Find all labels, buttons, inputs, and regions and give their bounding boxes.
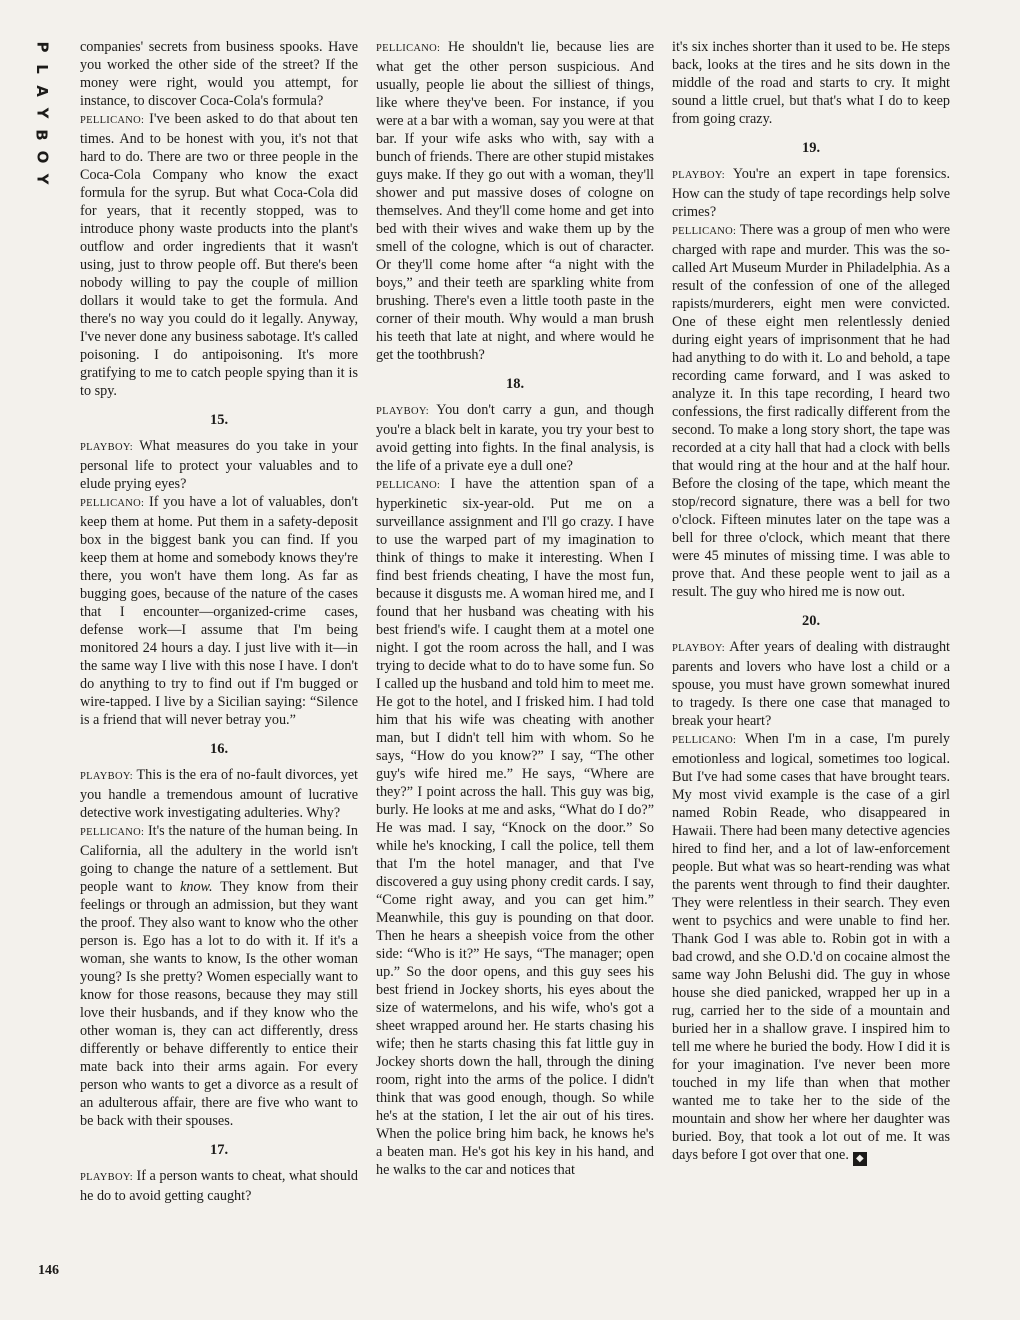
speaker-label: PLAYBOY: xyxy=(672,170,725,181)
speaker-label: PELLICANO: xyxy=(80,827,145,838)
question-paragraph: PLAYBOY: What measures do you take in your personal life to protect your valuables and to elude prying eyes? xyxy=(80,438,358,492)
text-column-2 xyxy=(376,38,654,1179)
question-number: 16. xyxy=(209,741,229,757)
masthead-letter: B xyxy=(33,129,51,141)
question-paragraph: PLAYBOY: After years of dealing with distraught parents and lovers who have lost a child or a spouse, you must have grown somewhat inured to tragedy. Is there one case that managed to break your heart? xyxy=(672,639,950,729)
speaker-label: PLAYBOY: xyxy=(672,643,725,654)
masthead-letter: A xyxy=(32,85,51,97)
speaker-label: PLAYBOY: xyxy=(80,1172,133,1183)
speaker-label: PELLICANO: xyxy=(376,43,441,54)
answer-paragraph: PELLICANO: If you have a lot of valuables, don't keep them at home. Put them in a safety-deposit box in the biggest bank you can find. If you keep them at home and somebody knows they're there, you won't have them long. As far as bugging goes, because of the nature of the cases that I encounter—organized-crime cases, defense work—I assume that I'm being monitored 24 hours a day. I just live with it—in the same way I live with this nose I have. I don't do anything to try to find out if I'm bugged or wire-tapped. I live by a Sicilian saying: “Silence is a friend that will never betray you.” xyxy=(80,494,358,728)
text-column-3 xyxy=(672,38,950,1166)
rabbit-head-end-mark-icon: ◆ xyxy=(853,1152,867,1166)
answer-paragraph: PELLICANO: There was a group of men who were charged with rape and murder. This was the so-called Art Museum Murder in Philadelphia. As a result of the confession of one of the alleged rapists/murderers, eight men were convicted. One of these eight men relentlessly denied during eight years of imprisonment that he had had anything to do with it. Lo and behold, a tape recording came forward, and I was asked to analyze it. In this tape recording, I heard two confessions, the first radically different from the second. To make a long story short, the tape was recorded at a city hall that had a clock with bells that would ring at the hour and at the half hour. Before the closing of the tape, which meant the stop/record signature, there was a bell for two o'clock. Fifteen minutes later on the tape was a bell for three o'clock, which meant that there were 45 minutes of missing time. I was able to prove that. And these people went to jail as a result. The guy who hired me is now out. xyxy=(672,222,950,600)
question-paragraph: PLAYBOY: This is the era of no-fault divorces, yet you handle a tremendous amount of lucrative detective work investigating adulteries. Why? xyxy=(80,767,358,821)
speaker-label: PELLICANO: xyxy=(672,735,737,746)
masthead-letter: Y xyxy=(33,107,51,119)
page-number: 146 xyxy=(38,1263,59,1278)
playboy-vertical-masthead xyxy=(30,36,54,190)
answer-paragraph: PELLICANO: I have the attention span of a hyperkinetic six-year-old. Put me on a surveillance assignment and I'll go crazy. I have to use the warped part of my imagination to think of things to make it interesting. When I find best friends cheating, I have the most fun, because it disgusts me. A woman hired me, and I found that her husband was cheating with his best friend's wife. I caught them at a motel one night. I got the room across the hall, and I was trying to decide what to do to have some fun. So I called up the husband and told him to meet me. He got to the hotel, and I frisked him. I had told him that his wife was cheating with another man, but I didn't tell him with whom. So he says, “How do you know?” I say, “The other guy's wife hired me.” He says, “Where are they?” I point across the hall. This guy was big, burly. He looks at me and asks, “What do I do?” He was mad. I say, “Knock on the door.” So while he's knocking, I call the police, tell them that I'm the hotel manager, and that I've discovered a guy using phony credit cards. I say, “Come right away, and you can get him.” Meanwhile, this guy is pounding on that door. Then he hears a sheepish voice from the other side: “Who is it?” He says, “The manager; open up.” So the door opens, and this guy sees his best friend in Jockey shorts, his eyes about the size of watermelons, and his wife, who's got a sheet wrapped around her. He starts chasing his wife; then he starts chasing this fat little guy in Jockey shorts down the hall, through the dining room, right into the arms of the police. I didn't think that was good enough, though. So while he's at the station, I let the air out of his tires. When the police bring him back, he knows he's a beaten man. He's got his key in his hand, and he walks to the car and notices that xyxy=(376,476,655,1178)
question-number: 18. xyxy=(505,376,525,392)
masthead-letter: Y xyxy=(33,173,51,185)
speaker-label: PELLICANO: xyxy=(80,498,145,509)
speaker-label: PELLICANO: xyxy=(672,226,737,237)
answer-paragraph: PELLICANO: He shouldn't lie, because lies are what get the other person suspicious. And usually, people lie about the silliest of things, like where they've been. For instance, if you were at a bar with a woman, say you were at that bar. If your wife asks who with, say with a bunch of friends. There are other stupid mistakes guys make. If they go out with a woman, they'll shower and put massive doses of cologne on themselves. And they'll come home and get into bed with their wives and wake them up by the smell of the cologne, which is out of character. Or they'll come home after “a night with the boys,” and their teeth are sparkling white from brushing. There's even a little tooth paste in the corner of their mouth. Why would a man brush his teeth that late at night, and where would he get the toothbrush? xyxy=(376,39,654,363)
masthead-letter: O xyxy=(32,150,51,164)
question-number: 15. xyxy=(209,412,229,428)
speaker-label: PLAYBOY: xyxy=(80,442,133,453)
masthead-letter: L xyxy=(33,64,51,74)
speaker-label: PLAYBOY: xyxy=(80,771,133,782)
paragraph: it's six inches shorter than it used to be. He steps back, looks at the tires and he sits down in the middle of the road and starts to cry. It might sound a little cruel, but that's what I do to keep from going crazy. xyxy=(672,39,950,127)
speaker-label: PELLICANO: xyxy=(80,115,145,126)
question-paragraph: PLAYBOY: You don't carry a gun, and though you're a black belt in karate, you try your best to avoid getting into fights. In the final analysis, is the life of a private eye a dull one? xyxy=(376,402,654,474)
speaker-label: PELLICANO: xyxy=(376,480,441,491)
masthead-letter: P xyxy=(33,41,51,53)
text-column-1 xyxy=(80,38,358,1205)
question-number: 19. xyxy=(801,140,821,156)
speaker-label: PLAYBOY: xyxy=(376,406,429,417)
answer-paragraph: PELLICANO: I've been asked to do that about ten times. And to be honest with you, it's not that hard to do. There are two or three people in the Coca-Cola Company who know the exact formula for the syrup. But what Coca-Cola did for years, that it recently stopped, was to introduce phony waste products into the plant's outflow and order ingredients that it wasn't using, just to throw people off. But there's been nobody willing to pay the couple of million dollars it would take to get the formula. And there's no way you could do it legally. Anyway, I've never done any business sabotage. It's called poisoning. I do antipoisoning. It's more gratifying to me to catch people spying than it is to spy. xyxy=(80,111,359,399)
question-number: 17. xyxy=(209,1142,229,1158)
paragraph: companies' secrets from business spooks. Have you worked the other side of the street? If the money were right, would you attempt, for instance, to discover Coca-Cola's formula? xyxy=(80,39,358,109)
answer-paragraph: PELLICANO: When I'm in a case, I'm purely emotionless and logical, sometimes too logical. But I've had some cases that have brought tears. My most vivid example is the case of a girl named Robin Reade, who disappeared in Hawaii. There had been many detective agencies hired to find her, and a lot of law-enforcement people. But what was so heart-rending was what the parents went through to find their daughter. They were relentless in their search. They even went to psychics and were unable to find her. Thank God I was able to. Robin got in with a bad crowd, and she O.D.'d on cocaine almost the same way John Belushi did. The guy in whose house she died panicked, wrapped her up in a rug, carried her to the side of a mountain and buried her in a shallow grave. I inspired him to tell me where he buried the body. How I did it is for your imagination. I've never been more touched in my life than when that mother wanted me to take her to the side of the mountain and show her where her daughter was buried. Boy, that took a lot out of me. It was days before I got over that one. ◆ xyxy=(672,731,951,1164)
answer-paragraph: PELLICANO: It's the nature of the human being. In California, all the adultery in the world isn't going to change the nature of a settlement. But people want to know. They know from their feelings or through an admission, but they want the proof. They also want to know who the other person is. Ego has a lot to do with it. If it's a woman, she wants to know, Is the other woman young? Is she pretty? Women especially want to know for those reasons, because they may still love their husbands, and if they know who the other woman is, they can act differently, dress differently or behave differently to entice their mate back into their arms again. For every person who wants to get a divorce as a result of an adulterous affair, there are five who want to be back with their spouses. xyxy=(80,823,359,1129)
question-paragraph: PLAYBOY: You're an expert in tape forensics. How can the study of tape recordings help solve crimes? xyxy=(672,166,950,220)
question-paragraph: PLAYBOY: If a person wants to cheat, what should he do to avoid getting caught? xyxy=(80,1168,358,1204)
emphasis: know. xyxy=(180,879,213,895)
question-number: 20. xyxy=(801,613,821,629)
